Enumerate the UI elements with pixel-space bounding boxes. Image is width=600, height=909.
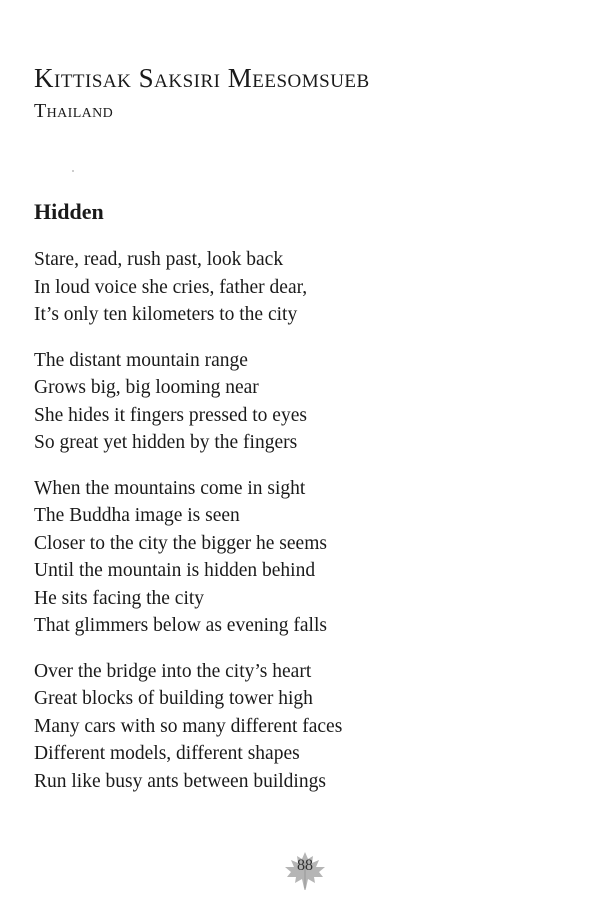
poem-body xyxy=(34,246,342,795)
poem-line: The Buddha image is seen xyxy=(34,505,240,526)
poem-line: In loud voice she cries, father dear, xyxy=(34,276,308,298)
poem-line: Closer to the city the bigger he seems xyxy=(34,532,327,554)
poem-line: Over the bridge into the city’s heart xyxy=(34,660,312,682)
poem-line: He sits facing the city xyxy=(34,587,205,609)
author-name: Kittisak Saksiri Meesomsueb xyxy=(34,63,370,93)
page-number: 88 xyxy=(297,857,313,874)
stanza-2 xyxy=(34,347,342,457)
poem-line: Grows big, big looming near xyxy=(34,377,259,398)
poem-title: Hidden xyxy=(34,199,104,224)
poem-line: Great blocks of building tower high xyxy=(34,688,313,709)
stanza-4 xyxy=(34,658,342,796)
author-country: Thailand xyxy=(34,100,114,122)
page-number-ornament xyxy=(281,850,329,892)
poem-line: When the mountains come in sight xyxy=(34,477,306,499)
poem-line: It’s only ten kilometers to the city xyxy=(34,304,298,325)
paper-speck xyxy=(72,170,74,172)
poem-line: She hides it fingers pressed to eyes xyxy=(34,404,307,426)
stanza-3 xyxy=(34,475,342,640)
poem-line: That glimmers below as evening falls xyxy=(34,615,327,636)
poem-line: Until the mountain is hidden behind xyxy=(34,560,316,581)
stanza-1 xyxy=(34,246,342,329)
poem-line: The distant mountain range xyxy=(34,349,248,371)
poem-line: So great yet hidden by the fingers xyxy=(34,432,298,453)
poem-line: Different models, different shapes xyxy=(34,743,300,764)
poem-line: Run like busy ants between buildings xyxy=(34,770,326,792)
poem-line: Stare, read, rush past, look back xyxy=(34,249,284,270)
poem-line: Many cars with so many different faces xyxy=(34,715,343,737)
